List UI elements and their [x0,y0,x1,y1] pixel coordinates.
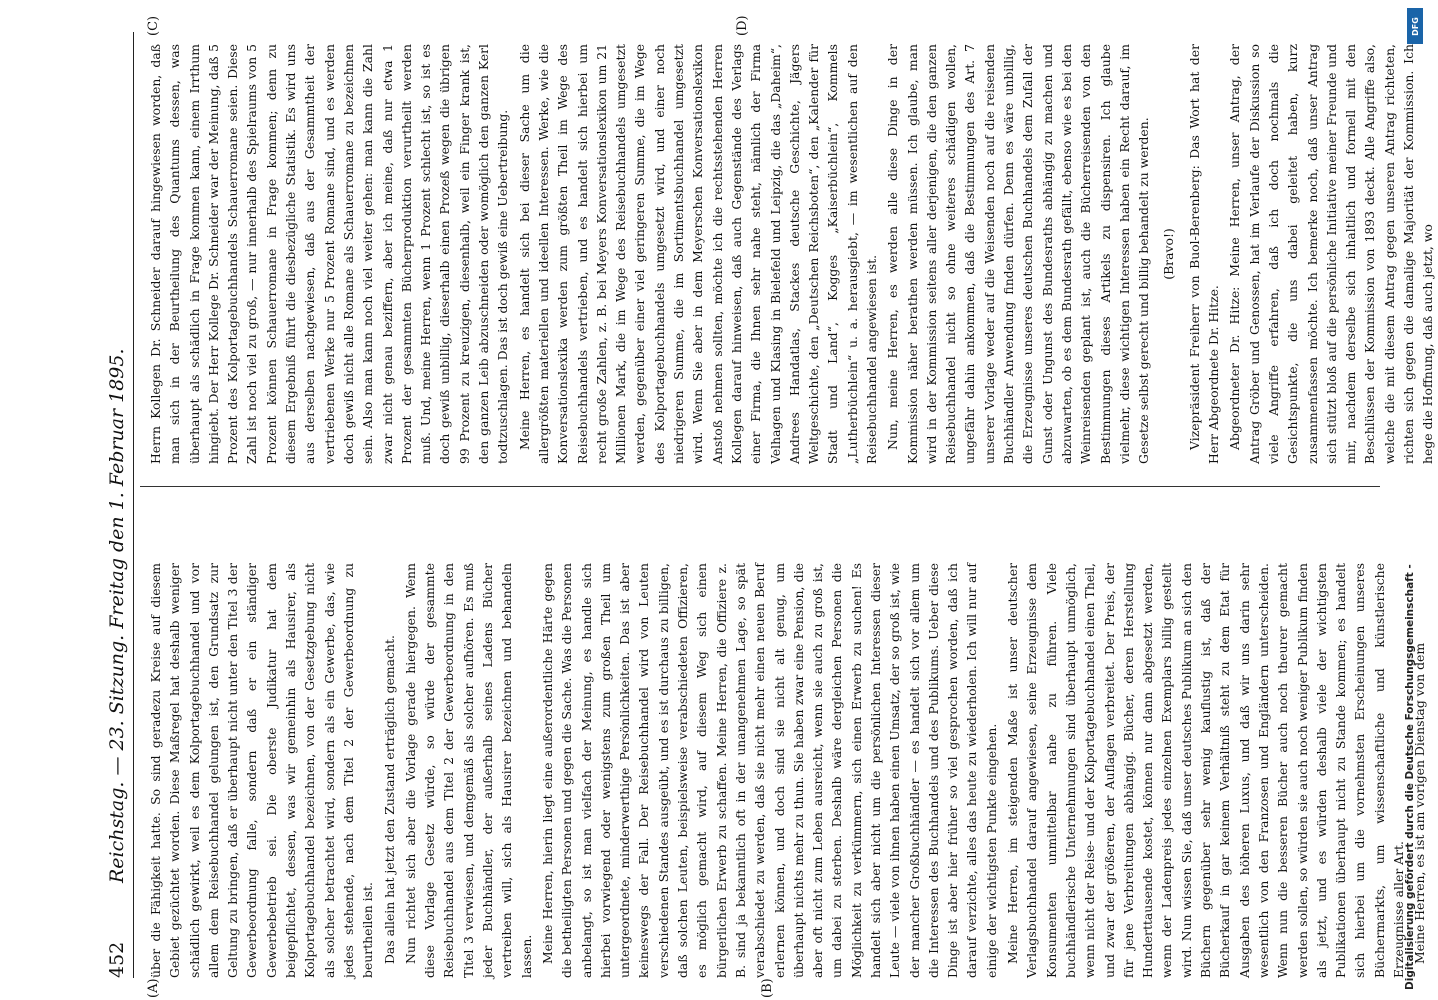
page-number: 452 [106,941,128,978]
margin-marker-b: (B) [760,978,775,998]
dfg-logo-text: DFG [1410,16,1420,36]
page-header [100,32,134,978]
paragraph: Meine Herren, im steigenden Maße ist unser deutscher Verlagsbuchhandel darauf angewiesen, seine Erzeugnisse dem Konsumenten unmittelbar nahe zu führen. Viele buchhändlerische Unternehmungen sind überhaupt unmöglich, wenn nicht der Reise- und der Kolportagebuchhandel einen Theil, und zwar der größeren, der Auflagen verbreitet. Der Preis, der für jene Verbreitungen abhängig. Bücher, deren Herstellung Hunderttausende kostet, können nur dann abgesetzt werden, wenn der Ladenpreis jedes einzelnen Exemplars billig gestellt wird. Nun wissen Sie, daß unser deutsches Publikum an sich den Büchern gegenüber sehr wenig kauflustig ist, daß der Bücherkauf in gar keinem Verhältniß steht zu dem Etat für Ausgaben des höheren Luxus, und daß wir uns darin sehr wesentlich von den Franzosen und Engländern unterscheiden. Wenn nun die besseren Bücher auch noch theurer gemacht werden sollen, so würden sie auch noch weniger Publikum finden als jetzt, und es würden deshalb viele der wichtigsten Publikationen überhaupt nicht zu Stande kommen; es handelt sich hierbei um die vornehmsten Erscheinungen unseres Büchermarkts, um wissenschaftliche und künstlerische Erzeugnisse aller Art. [1005,563,1406,978]
running-title: Reichstag. — 23. Sitzung. Freitag den 1. Februar 1895. [106,348,128,883]
paragraph: Das allein hat jetzt den Zustand erträglich gemacht. [381,635,397,964]
speaker-paragraph: Abgeordneter Dr. Hitze: Meine Herren, unser Antrag, der Antrag Gröber und Genossen, hat im Verlaufe der Diskussion so viele Angriffe erfahren, daß ich doch nochmals die Gesichtspunkte, die uns dabei geleitet haben, kurz zusammenfassen möchte. Ich bemerke noch, daß unser Antrag sich stützt bloß auf die persönliche Initiative meiner Freunde und mir, nachdem derselbe sich inhaltlich und formell mit den Beschlüssen der Kommission von 1893 deckt. Alle Angriffe also, welche die mit diesem Antrag gegen unseren Antrag richteten, richten sich gegen die damalige Majorität der Kommission. Ich hege die Hoffnung, daß auch jetzt, wo [1227,44,1436,464]
paragraph: Meine Herren, es ist am vorigen Dienstag von dem [1412,642,1428,964]
paragraph: Nun, meine Herren, es werden alle diese Dinge in der Kommission näher berathen werden müssen. Ich glaube, man wird in der Kommission seitens aller derjenigen, die den ganzen Reisebuchhandel nicht so ohne weiteres schädigen wollen, ungefähr dahin ankommen, daß die Bestimmungen des Art. 7 unserer Vorlage weder auf die Weisenden noch auf die reisenden Buchhändler Anwendung finden dürfen. Denn es wäre unbillig, die Erzeugnisse unseres deutschen Buchhandels dem Zufall der Gunst oder Ungunst des Bundesraths abhängig zu machen und abzuwarten, ob es dem Bundesrath gefällt, ebenso wie es bei den Weinreisenden geplant ist, auch die Bücherreisenden von den Bestimmungen dieses Artikels zu dispensiren. Ich glaube vielmehr, diese wichtigen Interessen haben ein Recht darauf, im Gesetze selbst gerecht und billig behandelt zu werden. [885,44,1152,464]
margin-marker-d: (D) [735,15,750,36]
speaker-paragraph: Vizepräsident Freiherr von Buol-Berenberg: Das Wort hat der Herr Abgeordnete Dr. Hitze. [1186,44,1222,464]
digitization-credit: Digitalisierung gefördert durch die Deutsche Forschungsgemeinschaft - [1404,564,1416,990]
applause-note: (Bravo!) [1161,228,1177,280]
paragraph: Meine Herren, hierin liegt eine außerordentliche Härte gegen die betheiligten Personen und gegen die Sache. Was die Personen anbelangt, so ist man vielfach der Meinung, es handle sich hierbei vorwiegend oder wenigstens zum großen Theil um untergeordnete, minderwerthige Persönlichkeiten. Das ist aber keineswegs der Fall. Der Reisebuchhandel wird von Leuten verschiedenen Standes ausgeübt, und es ist durchaus zu billigen, daß solchen Leuten, beispielsweise verabschiedeten Offizieren, es möglich gemacht wird, auf diesem Weg sich einen bürgerlichen Erwerb zu schaffen. Meine Herren, die Offiziere z. B. sind ja bekanntlich oft in der unangenehmen Lage, so spät verabschiedet zu werden, daß sie nicht mehr einen neuen Beruf erlernen können, und doch sind sie nicht alt genug, um überhaupt nichts mehr zu thun. Sie haben zwar eine Pension, die aber oft nicht zum Leben ausreicht, wenn sie auch zu groß ist, um dabei zu sterben. Deshalb wäre dergleichen Personen die Möglichkeit zu verkümmern, sich einen Erwerb zu suchen! Es handelt sich aber nicht um die persönlichen Interessen dieser Leute — viele von ihnen haben einen Umsatz, der so groß ist, wie der mancher Großbuchhändler — es handelt sich vor allem um die Interessen des Buchhandels und des Publikums. Ueber diese Dinge ist aber hier früher so viel gesprochen worden, daß ich darauf verzichte, alles das heute zu wiederholen. Ich will nur auf einige der wichtigsten Punkte eingehen. [539,563,999,978]
header-rule [133,32,134,978]
margin-marker-c: (C) [146,15,161,36]
paragraph: über die Fähigkeit hatte. So sind geradezu Kreise auf diesem Gebiet gezüchtet worden. Diese Maßregel hat deshalb weniger schädlich gewirkt, weil es dem Kolportagebuchhandel und vor allem dem Reisebuchhandel gelungen ist, den Grundsatz zur Geltung zu bringen, daß er überhaupt nicht unter den Titel 3 der Gewerbeordnung falle, sondern daß er ein ständiger Gewerbebetrieb sei. Die oberste Judikatur hat dem beigepflichtet, dessen, was wir gemeinhin als Hausirer, als Kolportagebuchhandel bezeichnen, von der Gesetzgebung nicht als solcher betrachtet wird, sondern als ein Gewerbe, das, wie jedes stehende, nach dem Titel 2 der Gewerbeordnung zu beurtheilen ist. [148,563,376,978]
dfg-logo [1407,8,1423,44]
paragraph: Herrn Kollegen Dr. Schneider darauf hingewiesen worden, daß man sich in der Beurtheilung des Quantums dessen, was überhaupt als schädlich in Frage kommen kann, einem Irrthum hingiebt. Der Herr Kollege Dr. Schneider war der Meinung, daß 5 Prozent des Kolportagebuchhandels Schauerromane seien. Diese Zahl ist noch viel zu groß, — nur innerhalb des Spielraums von 5 Prozent können Schauerromane in Frage kommen; denn zu diesem Ergebniß führt die diesbezügliche Statistik. Es wird uns aus derselben nachgewiesen, daß aus der Gesammtheit der vertriebenen Werke nur 5 Prozent Romane sind, und es werden doch gewiß nicht alle Romane als Schauerromane zu bezeichnen sein. Also man kann noch viel weiter gehen: man kann die Zahl zwar nicht genau beziffern, aber ich meine, daß nur etwa 1 Prozent der gesammten Bücherproduktion verurtheilt werden muß. Und, meine Herren, wenn 1 Prozent schlecht ist, so ist es doch gewiß unbillig, dieserhalb einen Prozeß wegen die übrigen 99 Prozent zu kreuzigen, diesenhalb, weil ein Finger krank ist, den ganzen Leib abzuschneiden oder womöglich den ganzen Kerl todtzuschlagen. Das ist doch gewiß eine Uebertreibung. [148,44,511,464]
margin-marker-a: (A) [146,978,161,998]
paragraph: Nun richtet sich aber die Vorlage gerade hiergegen. Wenn diese Vorlage Gesetz würde, so würde der gesammte Reisebuchhandel aus dem Titel 2 der Gewerbeordnung in den Titel 3 verwiesen, und demgemäß als solcher aufhören. Es muß jeder Buchhändler, der außerhalb seines Ladens Bücher vertreiben will, sich als Hausirer bezeichnen und behandeln lassen. [402,563,534,978]
column-divider [140,486,1380,487]
paragraph: Meine Herren, es handelt sich bei dieser Sache um die allergrößten materiellen und ideellen Interessen. Werke, wie die Konversationslexika werden zum größten Theil im Wege des Reisebuchhandels vertrieben, und es handelt sich hierbei um recht große Zahlen, z. B. bei Meyers Konversationslexikon um 21 Millionen Mark, die im Wege des Reisebuchhandels umgesetzt werden, gegenüber einer viel geringeren Summe, die im Wege des Kolportagebuchhandels umgesetzt wird, und einer noch niedrigeren Summe, die im Sortimentsbuchhandel umgesetzt wird. Wenn Sie aber in dem Meyerschen Konversationslexikon Anstoß nehmen sollten, möchte ich die rechtsstehenden Herren Kollegen darauf hinweisen, daß auch Gegenstände des Verlags einer Firma, die Ihnen sehr nahe steht, nämlich der Firma Velhagen und Klasing in Bielefeld und Leipzig, die das „Daheim“, Andrees Handatlas, Stackes deutsche Geschichte, Jägers Weltgeschichte, den „Deutschen Reichsboten“, den „Kalender für Stadt und Land“, Kogges „Kaiserbüchlein“, Kommels „Lutherbüchlein“ u. a. herausgiebt, — im wesentlichen auf den Reisebuchhandel angewiesen ist. [516,44,879,464]
right-column [146,44,1436,464]
